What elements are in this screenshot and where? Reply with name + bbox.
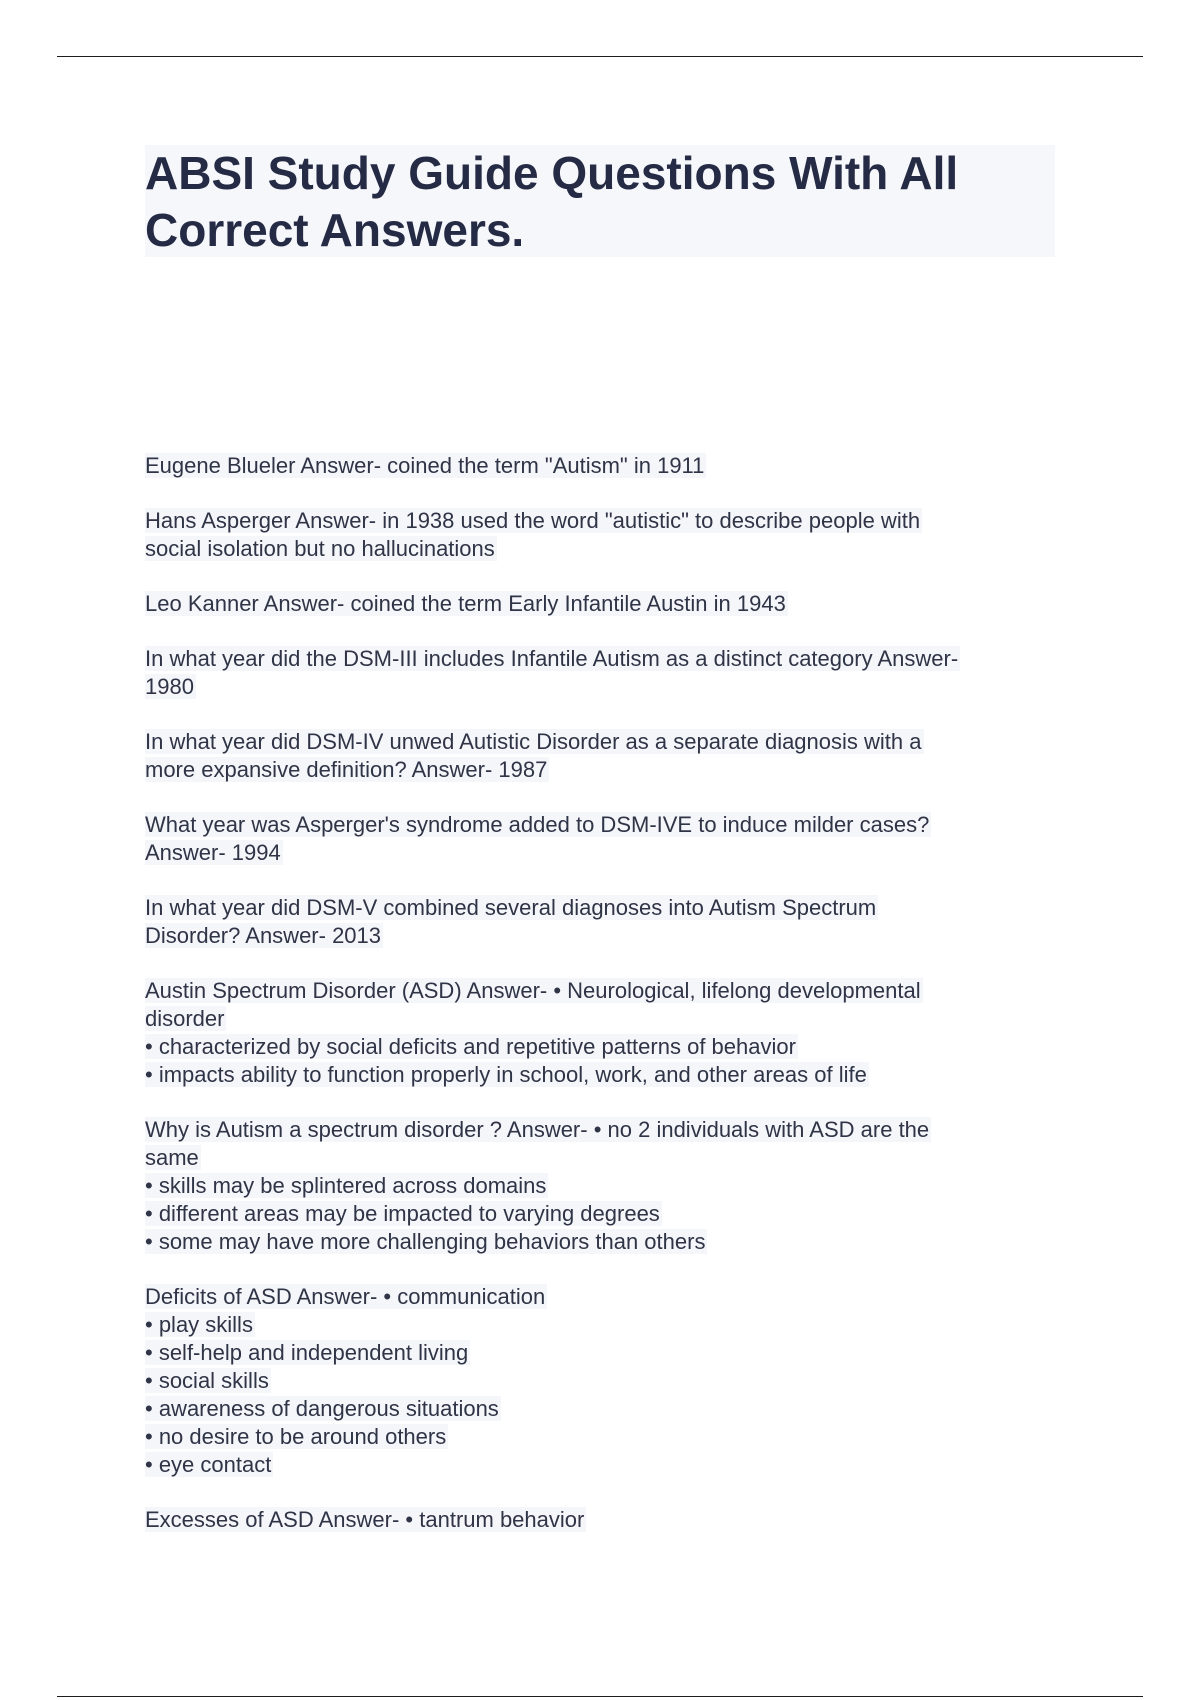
qa-line — [145, 1116, 1065, 1144]
qa-line-text: Eugene Blueler Answer- coined the term "Autism" in 1911 — [145, 453, 705, 478]
qa-entry — [145, 1283, 1065, 1479]
qa-line-text: • skills may be splintered across domains — [145, 1173, 547, 1198]
qa-line-text: • play skills — [145, 1312, 253, 1337]
qa-entry — [145, 590, 1065, 618]
qa-line — [145, 922, 1065, 950]
qa-line-text: Why is Autism a spectrum disorder ? Answer- • no 2 individuals with ASD are the — [145, 1117, 930, 1142]
qa-entry — [145, 507, 1065, 563]
qa-line-text: same — [145, 1145, 199, 1170]
qa-line-text: Austin Spectrum Disorder (ASD) Answer- • Neurological, lifelong developmental — [145, 978, 921, 1003]
qa-line — [145, 1451, 1065, 1479]
qa-line — [145, 756, 1065, 784]
qa-line-text: What year was Asperger's syndrome added to DSM-IVE to induce milder cases? — [145, 812, 930, 837]
qa-list — [145, 452, 1065, 1561]
qa-line-text: • awareness of dangerous situations — [145, 1396, 499, 1421]
qa-line — [145, 1228, 1065, 1256]
qa-line — [145, 1283, 1065, 1311]
qa-line-text: Hans Asperger Answer- in 1938 used the word "autistic" to describe people with — [145, 508, 921, 533]
qa-line — [145, 1033, 1065, 1061]
qa-entry — [145, 1116, 1065, 1256]
qa-line-text: • different areas may be impacted to varying degrees — [145, 1201, 660, 1226]
qa-entry — [145, 452, 1065, 480]
qa-line — [145, 1005, 1065, 1033]
qa-entry — [145, 1506, 1065, 1534]
qa-line — [145, 507, 1065, 535]
qa-line — [145, 894, 1065, 922]
title-line: Correct Answers. — [145, 204, 525, 256]
qa-line-text: • some may have more challenging behaviors than others — [145, 1229, 706, 1254]
header-rule — [57, 56, 1143, 57]
qa-line-text: • characterized by social deficits and repetitive patterns of behavior — [145, 1034, 796, 1059]
qa-line-text: • self-help and independent living — [145, 1340, 469, 1365]
title-line: ABSI Study Guide Questions With All — [145, 147, 959, 199]
qa-line-text: disorder — [145, 1006, 225, 1031]
footer-rule — [57, 1696, 1143, 1697]
qa-line — [145, 590, 1065, 618]
qa-line-text: • social skills — [145, 1368, 269, 1393]
qa-line-text: • impacts ability to function properly in school, work, and other areas of life — [145, 1062, 867, 1087]
qa-line-text: Excesses of ASD Answer- • tantrum behavior — [145, 1507, 585, 1532]
qa-line — [145, 728, 1065, 756]
qa-line-text: 1980 — [145, 674, 194, 699]
qa-line-text: In what year did DSM-V combined several diagnoses into Autism Spectrum — [145, 895, 877, 920]
qa-line-text: Leo Kanner Answer- coined the term Early Infantile Austin in 1943 — [145, 591, 786, 616]
qa-line — [145, 673, 1065, 701]
document-title — [145, 145, 1055, 259]
qa-line — [145, 1423, 1065, 1451]
qa-line — [145, 645, 1065, 673]
qa-line-text: In what year did the DSM-III includes Infantile Autism as a distinct category Answer- — [145, 646, 959, 671]
qa-line — [145, 1172, 1065, 1200]
qa-line — [145, 977, 1065, 1005]
qa-line-text: • eye contact — [145, 1452, 272, 1477]
qa-entry — [145, 811, 1065, 867]
qa-line — [145, 1061, 1065, 1089]
qa-line-text: • no desire to be around others — [145, 1424, 447, 1449]
qa-line — [145, 535, 1065, 563]
qa-line — [145, 1200, 1065, 1228]
qa-line — [145, 1339, 1065, 1367]
qa-line-text: social isolation but no hallucinations — [145, 536, 495, 561]
qa-line — [145, 1506, 1065, 1534]
qa-line — [145, 1395, 1065, 1423]
qa-line-text: In what year did DSM-IV unwed Autistic Disorder as a separate diagnosis with a — [145, 729, 922, 754]
qa-entry — [145, 728, 1065, 784]
qa-line-text: Disorder? Answer- 2013 — [145, 923, 382, 948]
qa-line-text: more expansive definition? Answer- 1987 — [145, 757, 548, 782]
qa-line-text: Deficits of ASD Answer- • communication — [145, 1284, 546, 1309]
qa-line — [145, 1311, 1065, 1339]
qa-entry — [145, 977, 1065, 1089]
qa-line — [145, 452, 1065, 480]
title-block — [145, 145, 1055, 257]
qa-entry — [145, 645, 1065, 701]
qa-line — [145, 811, 1065, 839]
qa-line — [145, 1367, 1065, 1395]
qa-entry — [145, 894, 1065, 950]
qa-line — [145, 1144, 1065, 1172]
qa-line — [145, 839, 1065, 867]
qa-line-text: Answer- 1994 — [145, 840, 281, 865]
